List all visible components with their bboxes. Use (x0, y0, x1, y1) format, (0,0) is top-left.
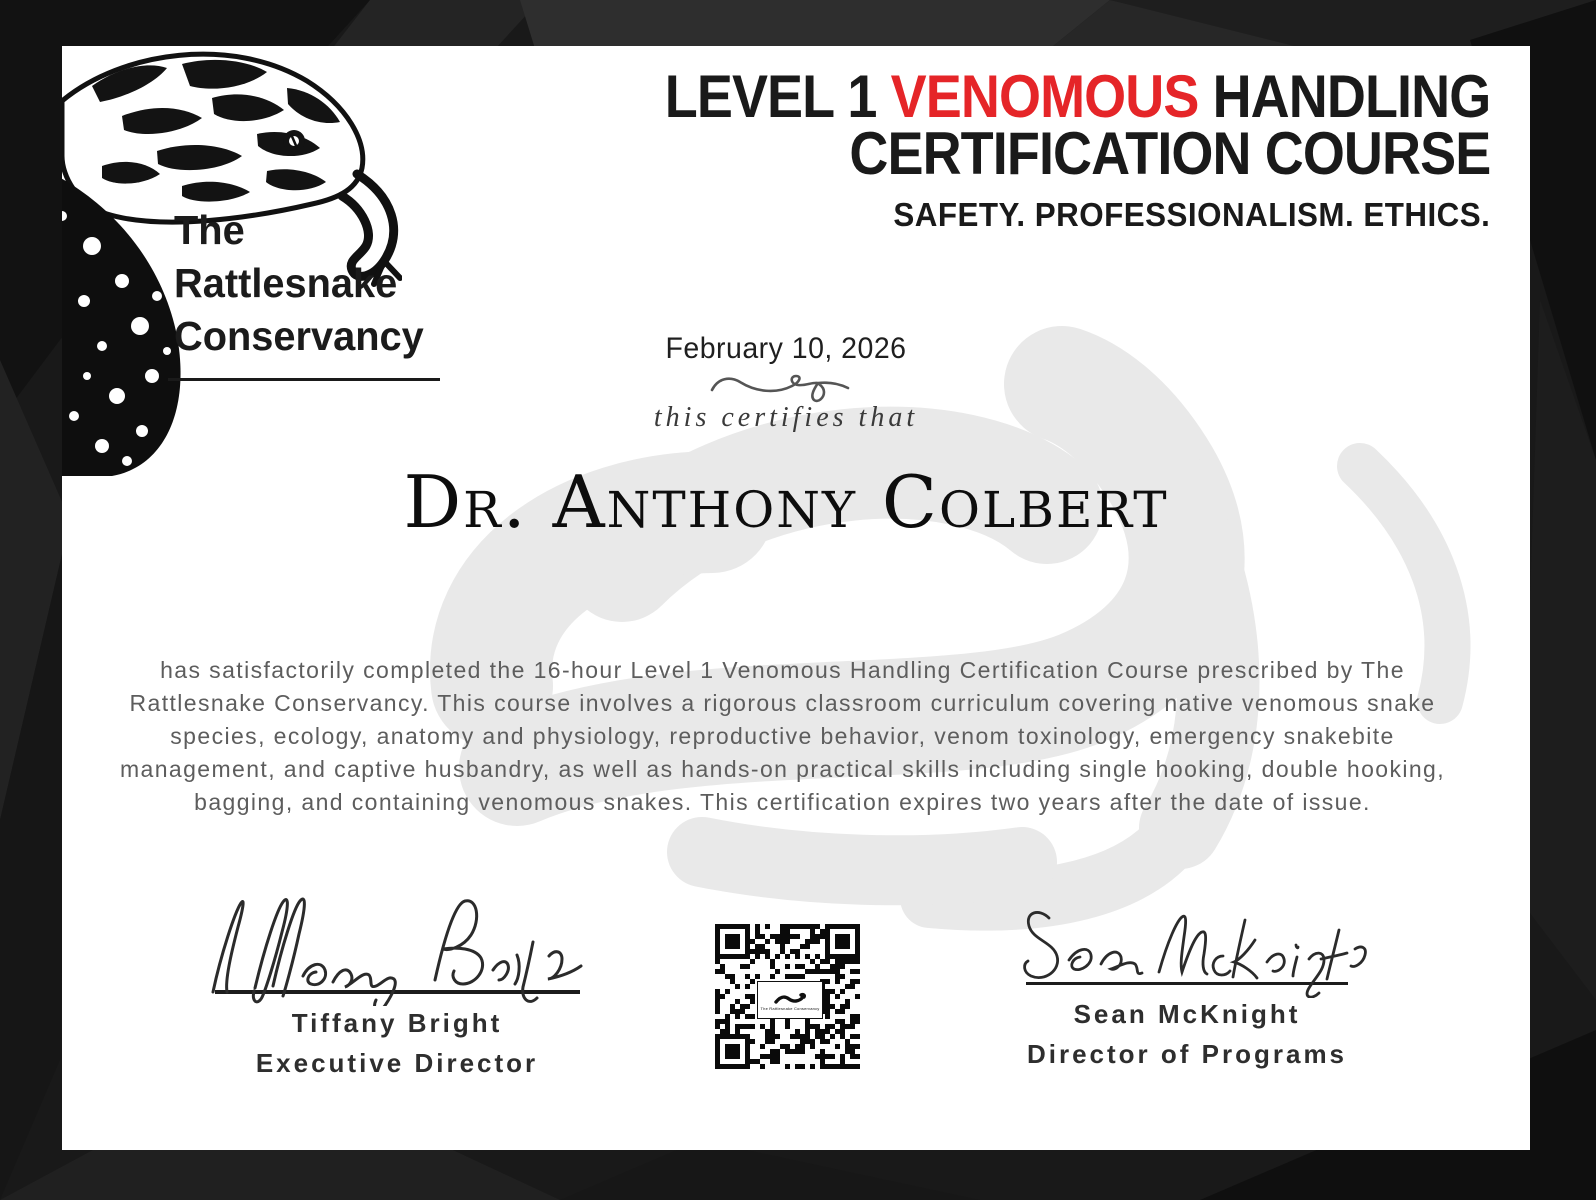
title-segment-red: VENOMOUS (890, 63, 1199, 130)
swash-flourish-icon (706, 370, 866, 404)
signature-line (215, 990, 580, 994)
certification-body-text: has satisfactorily completed the 16-hour Level 1 Venomous Handling Certification Course prescribed by The Rattlesnake Conservancy. This course involves a rigorous classroom curriculum covering native venomous snake species, ecology, anatomy and physiology, reproductive behavior, venom toxinology, emergency snakebite management, and captive husbandry, as well as hands-on practical skills including single hooking, double hooking, bagging, and containing venomous snakes. This certification expires two years after the date of issue. (119, 657, 1446, 815)
signature-block-executive-director (157, 894, 637, 1079)
course-title (664, 63, 1490, 187)
course-title-block (573, 63, 1490, 234)
signature-block-director-of-programs (947, 902, 1427, 1070)
org-line-2: Rattlesnake (174, 260, 398, 306)
certifies-text: this certifies that (653, 402, 919, 433)
qr-center-logo (757, 981, 823, 1019)
qr-caption: The Rattlesnake Conservancy (760, 1005, 820, 1011)
org-line-1: The (174, 207, 245, 253)
signature-line (1026, 982, 1348, 985)
certificate-sheet (62, 46, 1530, 1150)
signer-name: Sean McKnight (1073, 999, 1301, 1029)
title-segment: LEVEL 1 (664, 63, 877, 130)
org-line-3: Conservancy (174, 313, 424, 359)
signer-title: Director of Programs (1026, 1039, 1348, 1069)
verification-qr-code (709, 918, 871, 1082)
course-tagline: SAFETY. PROFESSIONALISM. ETHICS. (893, 196, 1490, 233)
issue-date: February 10, 2026 (665, 332, 907, 365)
signer-title: Executive Director (255, 1048, 539, 1078)
signer-name: Tiffany Bright (291, 1008, 503, 1038)
title-line-2: CERTIFICATION COURSE (849, 120, 1490, 187)
qr-snake-icon (773, 990, 807, 1006)
title-segment: HANDLING (1212, 63, 1490, 130)
recipient-name: Dr. Anthony Colbert (403, 460, 1169, 544)
